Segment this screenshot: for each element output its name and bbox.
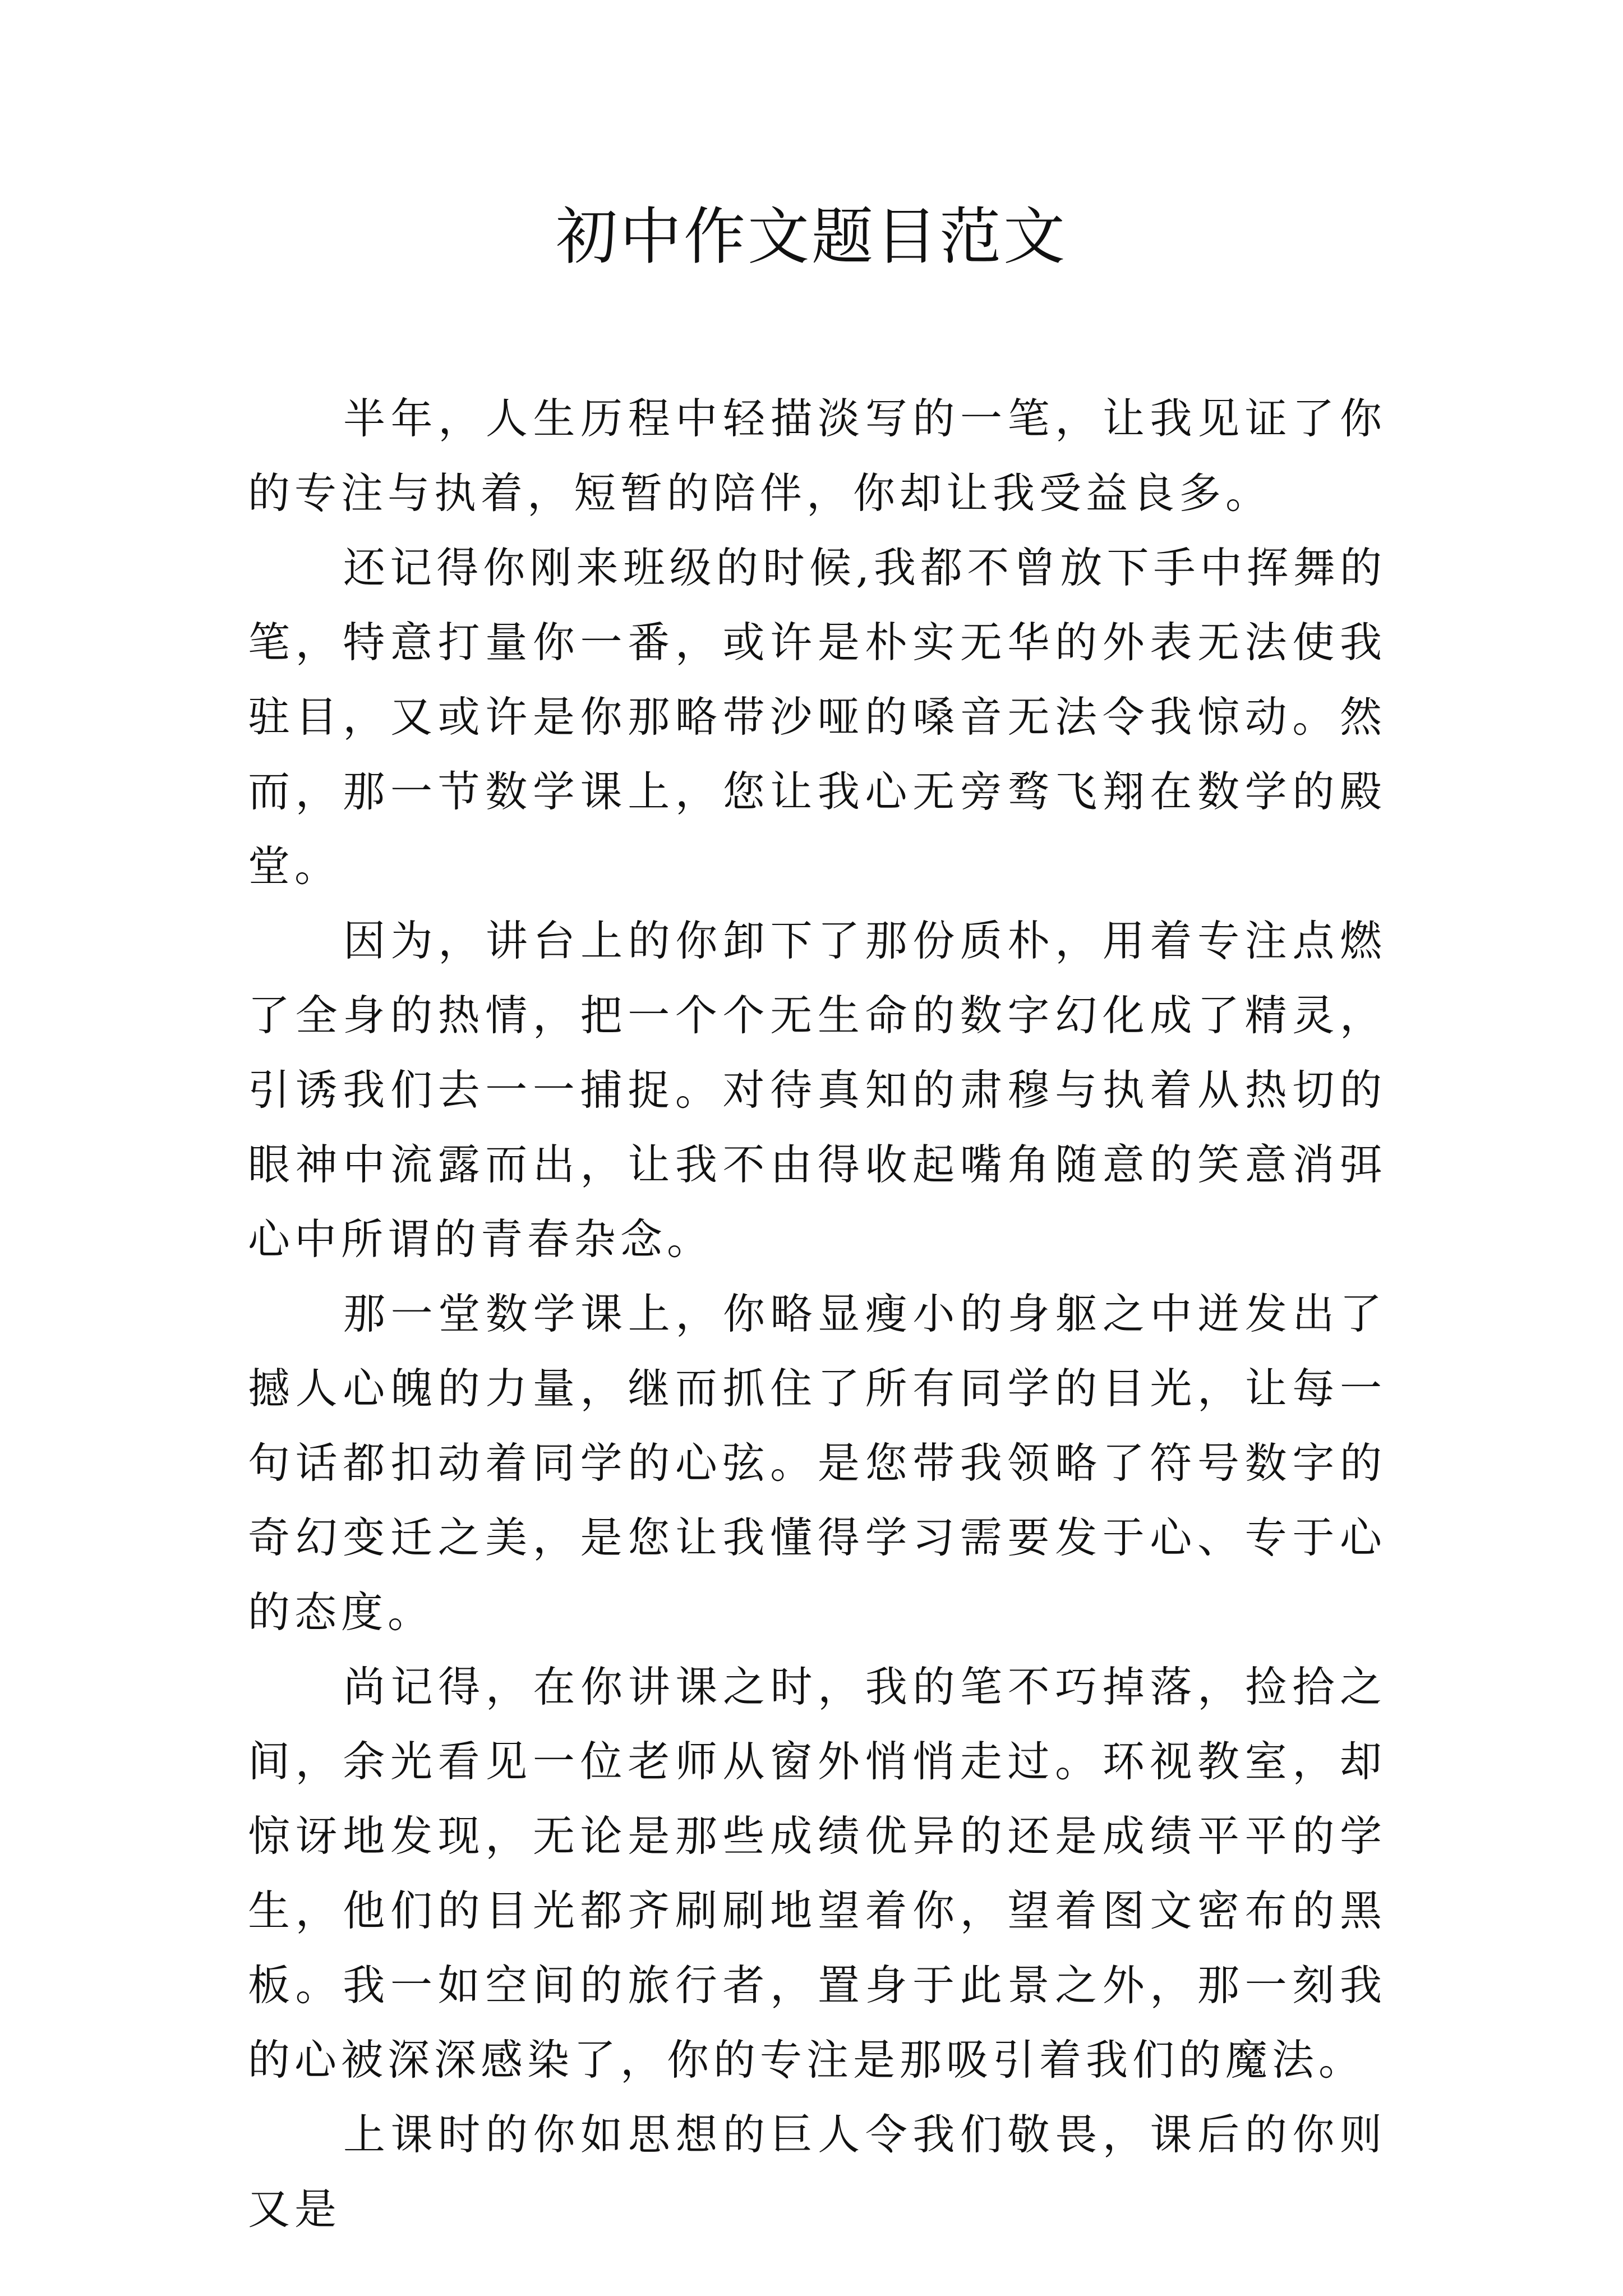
paragraph: 还记得你刚来班级的时候,我都不曾放下手中挥舞的笔，特意打量你一番，或许是朴实无华的外表无法使我驻目，又或许是你那略带沙哑的嗓音无法令我惊动。然而，那一节数学课上，您让我心无旁骛飞翔在数学的殿堂。 xyxy=(248,543,1386,891)
paragraph: 因为，讲台上的你卸下了那份质朴，用着专注点燃了全身的热情，把一个个无生命的数字幻化成了精灵，引诱我们去一一捕捉。对待真知的肃穆与执着从热切的眼神中流露而出，让我不由得收起嘴角随意的笑意消弭心中所谓的青春杂念。 xyxy=(248,916,1386,1264)
paragraph: 半年，人生历程中轻描淡写的一笔，让我见证了你的专注与执着，短暂的陪伴，你却让我受益良多。 xyxy=(248,394,1386,518)
document-title: 初中作文题目范文 xyxy=(556,201,1067,273)
paragraph: 尚记得，在你讲课之时，我的笔不巧掉落，捡拾之间，余光看见一位老师从窗外悄悄走过。环视教室，却惊讶地发现，无论是那些成绩优异的还是成绩平平的学生，他们的目光都齐刷刷地望着你，望着图文密布的黑板。我一如空间的旅行者，置身于此景之外，那一刻我的心被深深感染了，你的专注是那吸引着我们的魔法。 xyxy=(248,1662,1386,2085)
document-body xyxy=(248,381,1386,2247)
paragraph: 上课时的你如思想的巨人令我们敬畏，课后的你则又是 xyxy=(248,2110,1386,2234)
paragraph: 那一堂数学课上，你略显瘦小的身躯之中迸发出了撼人心魄的力量，继而抓住了所有同学的目光，让每一句话都扣动着同学的心弦。是您带我领略了符号数字的奇幻变迁之美，是您让我懂得学习需要发于心、专于心的态度。 xyxy=(248,1289,1386,1637)
